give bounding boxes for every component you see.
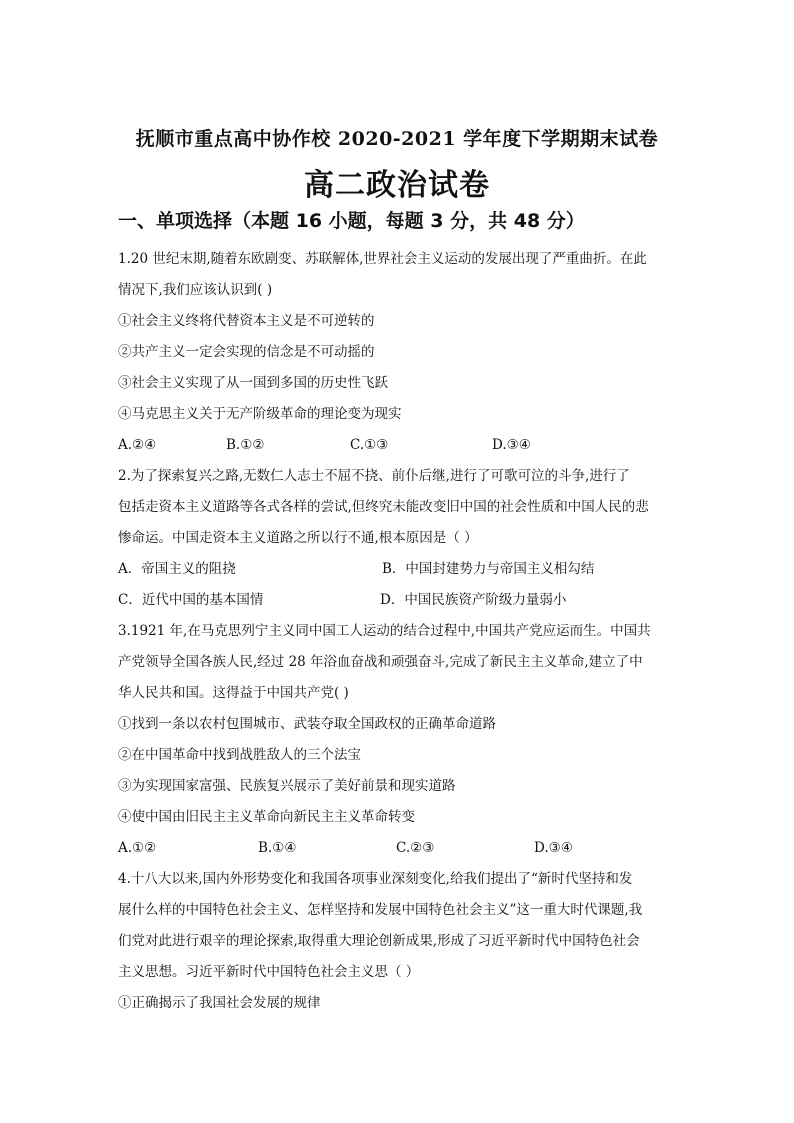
question-1: [118, 244, 678, 461]
option-d: D.③④: [492, 437, 531, 453]
question-line: 4.十八大以来,国内外形势变化和我国各项事业深刻变化,给我们提出了“新时代坚持和发: [118, 871, 633, 887]
section-heading: 一、单项选择（本题 16 小题，每题 3 分，共 48 分）: [118, 210, 585, 232]
question-line: 们党对此进行艰辛的理论探索,取得重大理论创新成果,形成了习近平新时代中国特色社会: [118, 933, 640, 949]
option-d: D．中国民族资产阶级力量弱小: [380, 592, 567, 608]
question-2: [118, 461, 678, 616]
question-line: 包括走资本主义道路等各式各样的尝试,但终究未能改变旧中国的社会性质和中国人民的悲: [118, 499, 649, 515]
question-line: 产党领导全国各族人民,经过 28 年浴血奋战和顽强奋斗,完成了新民主主义革命,建立了中: [118, 654, 643, 670]
question-3: [118, 616, 678, 864]
question-line: 华人民共和国。这得益于中国共产党( ): [118, 685, 349, 701]
option-d: D.③④: [534, 840, 573, 856]
option-c: C.②③: [396, 840, 435, 856]
statement: ④马克思主义关于无产阶级革命的理论变为现实: [118, 406, 402, 422]
option-a: A.①②: [118, 840, 157, 856]
statement: ③为实现国家富强、民族复兴展示了美好前景和现实道路: [118, 778, 456, 794]
option-a: A．帝国主义的阻挠: [118, 561, 236, 577]
option-c: C.①③: [350, 437, 389, 453]
question-line: 主义思想。习近平新时代中国特色社会主义思（ ）: [118, 964, 420, 980]
answer-options: [118, 430, 678, 461]
question-line: 展什么样的中国特色社会主义、怎样坚持和发展中国特色社会主义”这一重大时代课题,我: [118, 902, 643, 918]
question-4: [118, 864, 678, 1019]
question-list: [118, 244, 678, 1019]
question-line: 情况下,我们应该认识到( ): [118, 282, 273, 298]
statement: ②共产主义一定会实现的信念是不可动摇的: [118, 344, 375, 360]
answer-options: [118, 833, 678, 864]
question-line: 3.1921 年,在马克思列宁主义同中国工人运动的结合过程中,中国共产党应运而生。中国共: [118, 623, 651, 639]
option-b: B．中国封建势力与帝国主义相勾结: [382, 561, 595, 577]
question-line: 1.20 世纪末期,随着东欧剧变、苏联解体,世界社会主义运动的发展出现了严重曲折。在此: [118, 251, 647, 267]
statement: ③社会主义实现了从一国到多国的历史性飞跃: [118, 375, 388, 391]
option-c: C．近代中国的基本国情: [118, 592, 264, 608]
statement: ④使中国由旧民主主义革命向新民主主义革命转变: [118, 809, 415, 825]
option-a: A.②④: [118, 437, 157, 453]
option-b: B.①④: [258, 840, 297, 856]
exam-subtitle: 抚顺市重点高中协作校 2020-2021 学年度下学期期末试卷: [135, 128, 659, 150]
statement: ①找到一条以农村包围城市、武装夺取全国政权的正确革命道路: [118, 716, 496, 732]
answer-options: [118, 554, 678, 585]
exam-title: 高二政治试卷: [304, 168, 490, 203]
statement: ①正确揭示了我国社会发展的规律: [118, 995, 321, 1011]
statement: ①社会主义终将代替资本主义是不可逆转的: [118, 313, 375, 329]
option-b: B.①②: [226, 437, 265, 453]
statement: ②在中国革命中找到战胜敌人的三个法宝: [118, 747, 361, 763]
question-line: 2.为了探索复兴之路,无数仁人志士不屈不挠、前仆后继,进行了可歌可泣的斗争,进行了: [118, 468, 630, 484]
question-line: 惨命运。中国走资本主义道路之所以行不通,根本原因是（ ）: [118, 530, 478, 546]
answer-options: [118, 585, 678, 616]
